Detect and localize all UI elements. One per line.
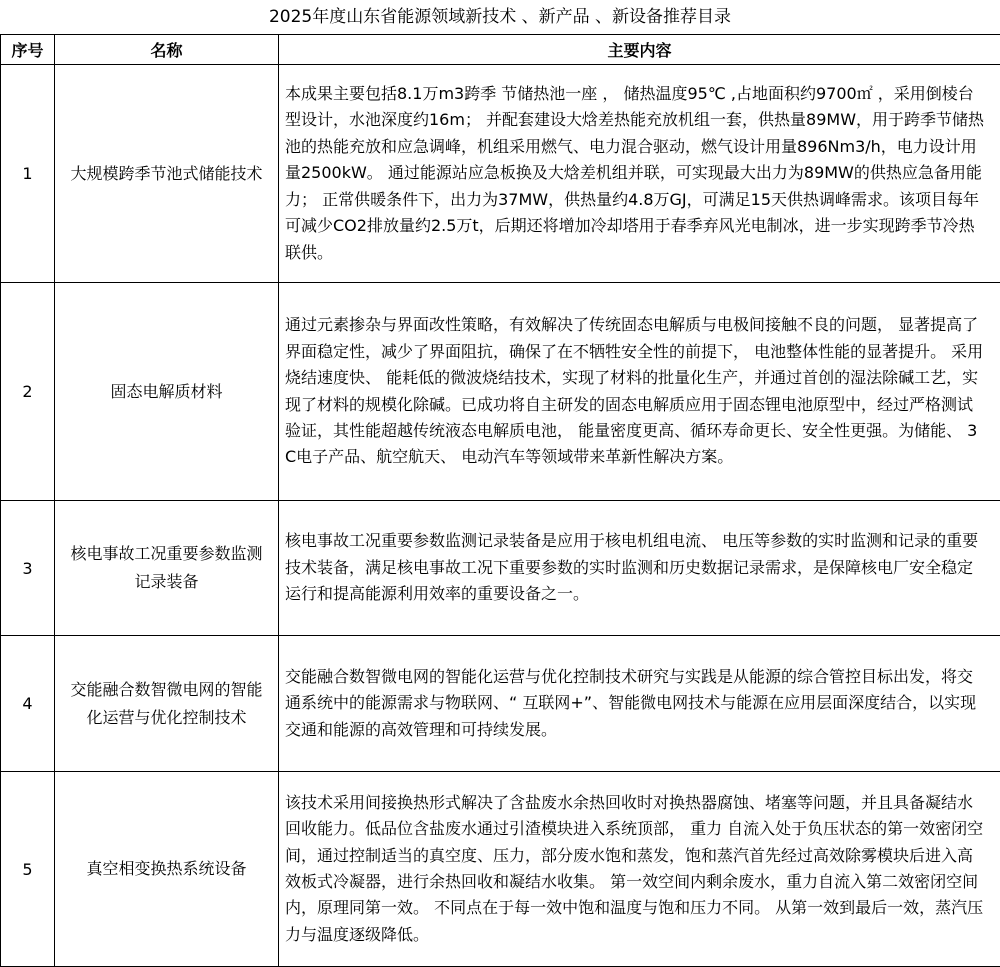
row-serial-number: 3 [1, 501, 55, 636]
table-row [1, 772, 1000, 967]
row-serial-number: 4 [1, 636, 55, 772]
row-content: 核电事故工况重要参数监测记录装备是应用于核电机组电流、 电压等参数的实时监测和记录的重要技术装备，满足核电事故工况下重要参数的实时监测和历史数据记录需求，是保障核电厂安全稳定运行和提高能源利用效率的重要设备之一。 [279, 501, 1000, 636]
table-row [1, 636, 1000, 772]
row-name: 真空相变换热系统设备 [55, 772, 279, 967]
table-row [1, 65, 1000, 283]
row-content: 本成果主要包括8.1万m3跨季 节储热池一座 ， 储热温度95℃ ,占地面积约9700㎡ ，采用倒棱台型设计，水池深度约16m； 并配套建设大焓差热能充放机组一套，供热量89MW，用于跨季节储热池的热能充放和应急调峰，机组采用燃气、电力混合驱动，燃气设计用量896Nm3/h，电力设计用量2500kW。 通过能源站应急板换及大焓差机组并联，可实现最大出力为89MW的供热应急备用能力； 正常供暖条件下，出力为37MW，供热量约4.8万GJ，可满足15天供热调峰需求。该项目每年可减少CO2排放量约2.5万t，后期还将增加冷却塔用于春季弃风光电制冰，进一步实现跨季节冷热联供。 [279, 65, 1000, 283]
header-main-content: 主要内容 [279, 35, 1000, 65]
row-serial-number: 5 [1, 772, 55, 967]
row-content: 交能融合数智微电网的智能化运营与优化控制技术研究与实践是从能源的综合管控目标出发，将交通系统中的能源需求与物联网、“ 互联网+”、智能微电网技术与能源在应用层面深度结合，以实现交通和能源的高效管理和可持续发展。 [279, 636, 1000, 772]
table-header-row [1, 35, 1000, 65]
row-serial-number: 2 [1, 283, 55, 501]
recommendation-table [0, 34, 1000, 967]
table-row [1, 501, 1000, 636]
header-serial-number: 序号 [1, 35, 55, 65]
row-serial-number: 1 [1, 65, 55, 283]
row-name: 固态电解质材料 [55, 283, 279, 501]
row-content: 该技术采用间接换热形式解决了含盐废水余热回收时对换热器腐蚀、堵塞等问题，并且具备凝结水回收能力。低品位含盐废水通过引渣模块进入系统顶部， 重力 自流入处于负压状态的第一效密闭空间，通过控制适当的真空度、压力，部分废水饱和蒸发，饱和蒸汽首先经过高效除雾模块后进入高效板式冷凝器，进行余热回收和凝结水收集。 第一效空间内剩余废水，重力自流入第二效密闭空间内，原理同第一效。 不同点在于每一效中饱和温度与饱和压力不同。 从第一效到最后一效，蒸汽压力与温度逐级降低。 [279, 772, 1000, 967]
row-name: 交能融合数智微电网的智能化运营与优化控制技术 [55, 636, 279, 772]
header-name: 名称 [55, 35, 279, 65]
table-row [1, 283, 1000, 501]
row-name: 核电事故工况重要参数监测记录装备 [55, 501, 279, 636]
document-title: 2025年度山东省能源领域新技术 、新产品 、新设备推荐目录 [0, 0, 1000, 34]
row-name: 大规模跨季节池式储能技术 [55, 65, 279, 283]
row-content: 通过元素掺杂与界面改性策略，有效解决了传统固态电解质与电极间接触不良的问题， 显著提高了界面稳定性，减少了界面阻抗，确保了在不牺牲安全性的前提下， 电池整体性能的显著提升。 采用烧结速度快、 能耗低的微波烧结技术，实现了材料的批量化生产，并通过首创的湿法除碱工艺，实现了材料的规模化除碱。已成功将自主研发的固态电解质应用于固态锂电池原型中，经过严格测试验证，其性能超越传统液态电解质电池， 能量密度更高、循环寿命更长、安全性更强。为储能、 3C电子产品、航空航天、 电动汽车等领域带来革新性解决方案。 [279, 283, 1000, 501]
